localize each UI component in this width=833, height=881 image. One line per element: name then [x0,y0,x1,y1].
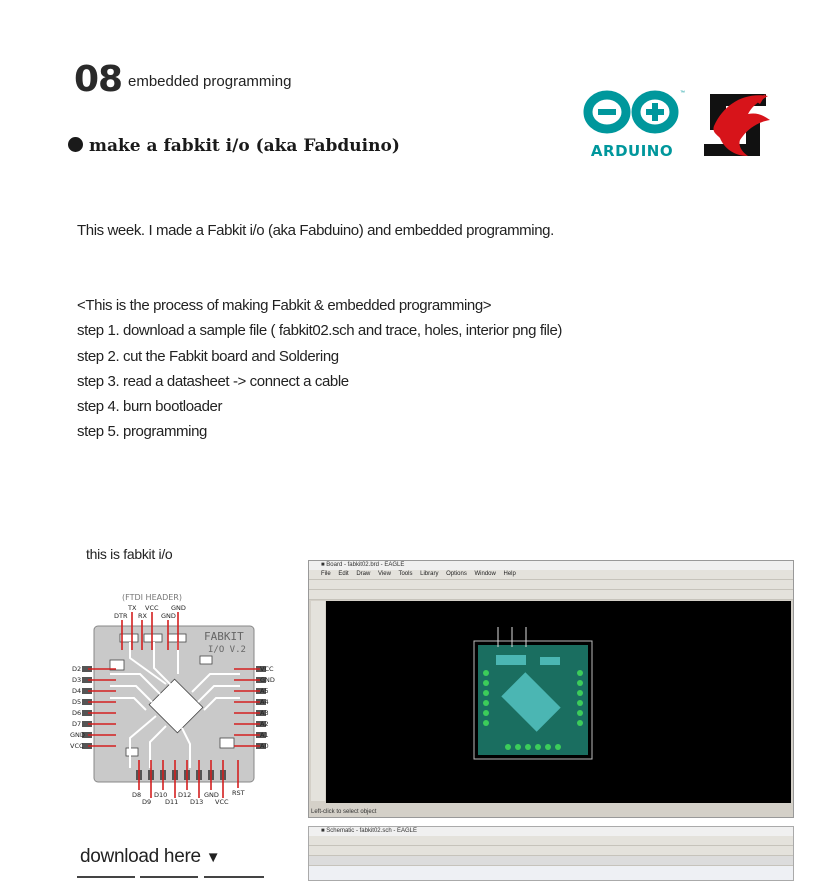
pin-label: D9 [142,798,152,806]
pin-label: D7 [72,720,82,728]
download-link-underline[interactable] [77,876,135,878]
eagle-board-screenshot [308,560,794,818]
pin-label: VCC [70,742,84,750]
pin-label: A1 [260,731,269,739]
board-version: I/O V.2 [208,645,246,655]
eagle-schematic-screenshot [308,826,794,881]
section-title: make a fabkit i/o (aka Fabduino) [89,136,400,156]
pin-label: TX [128,604,137,612]
pin-label: GND [260,676,275,684]
pin-label: D3 [72,676,82,684]
window-titlebar: ■ Schematic - fabkit02.sch - EAGLE [309,827,793,836]
pin-label: D11 [165,798,179,806]
pin-label: D10 [154,791,168,799]
pin-label: D8 [132,791,142,799]
pin-label: GND [171,604,186,612]
download-link-underline[interactable] [140,876,198,878]
pin-label: D12 [178,791,192,799]
window-titlebar: ■ Board - fabkit02.brd - EAGLE [309,561,793,570]
step-item: step 5. programming [77,423,207,441]
page-number: 08 [74,59,123,100]
param-toolbar [309,590,793,600]
steps-heading: <This is the process of making Fabkit & embedded programming> [77,297,492,314]
pin-label: D4 [72,687,82,695]
toolbar [309,580,793,590]
param-toolbar [309,856,793,866]
eagle-logo [700,86,776,162]
pin-label: D2 [72,665,82,673]
pin-label: VCC [215,798,229,806]
menu-bar [309,836,793,846]
ftdi-header-label: (FTDI HEADER) [122,593,182,602]
download-link-underline[interactable] [204,876,264,878]
arduino-logo [582,86,686,162]
step-item: step 3. read a datasheet -> connect a cable [77,372,349,390]
steps-list [77,296,562,448]
pin-label: A4 [260,698,269,706]
step-item: step 4. burn bootloader [77,398,223,416]
pin-label: A2 [260,720,269,728]
pin-label: D5 [72,698,82,706]
toolbar [309,846,793,856]
pin-label: RST [232,789,245,797]
fabkit-board-diagram [70,588,280,810]
pin-label: A5 [260,687,269,695]
download-link[interactable] [80,846,220,868]
intro-text: This week. I made a Fabkit i/o (aka Fabduino) and embedded programming. [77,222,554,239]
pin-label: VCC [145,604,159,612]
pin-label: VCC [260,665,274,673]
svg-text:™: ™ [680,90,685,96]
page-subtitle: embedded programming [128,73,292,90]
step-item: step 2. cut the Fabkit board and Soldering [77,347,339,365]
download-label: download here [80,846,201,867]
pin-label: D13 [190,798,204,806]
board-name: FABKIT [204,630,244,643]
image-caption: this is fabkit i/o [86,546,173,562]
triangle-down-icon: ▼ [205,849,221,866]
pin-label: A3 [260,709,269,717]
pin-label: GND [204,791,219,799]
status-text: Left-click to select object [311,809,377,815]
side-toolbar [311,601,325,801]
pin-label: A0 [260,742,269,750]
menu-items: File Edit Draw View Tools Library Options Window Help [321,571,516,577]
pin-label: RX [138,612,147,620]
board-canvas [326,601,791,803]
arduino-logo-text: ARDUINO [590,142,674,160]
section-heading [68,136,400,156]
pin-label: GND [70,731,85,739]
step-item: step 1. download a sample file ( fabkit02.sch and trace, holes, interior png file) [77,322,562,340]
pin-label: D6 [72,709,82,717]
bullet-icon [68,137,83,152]
pin-label: DTR [114,612,128,620]
pin-label: GND [161,612,176,620]
